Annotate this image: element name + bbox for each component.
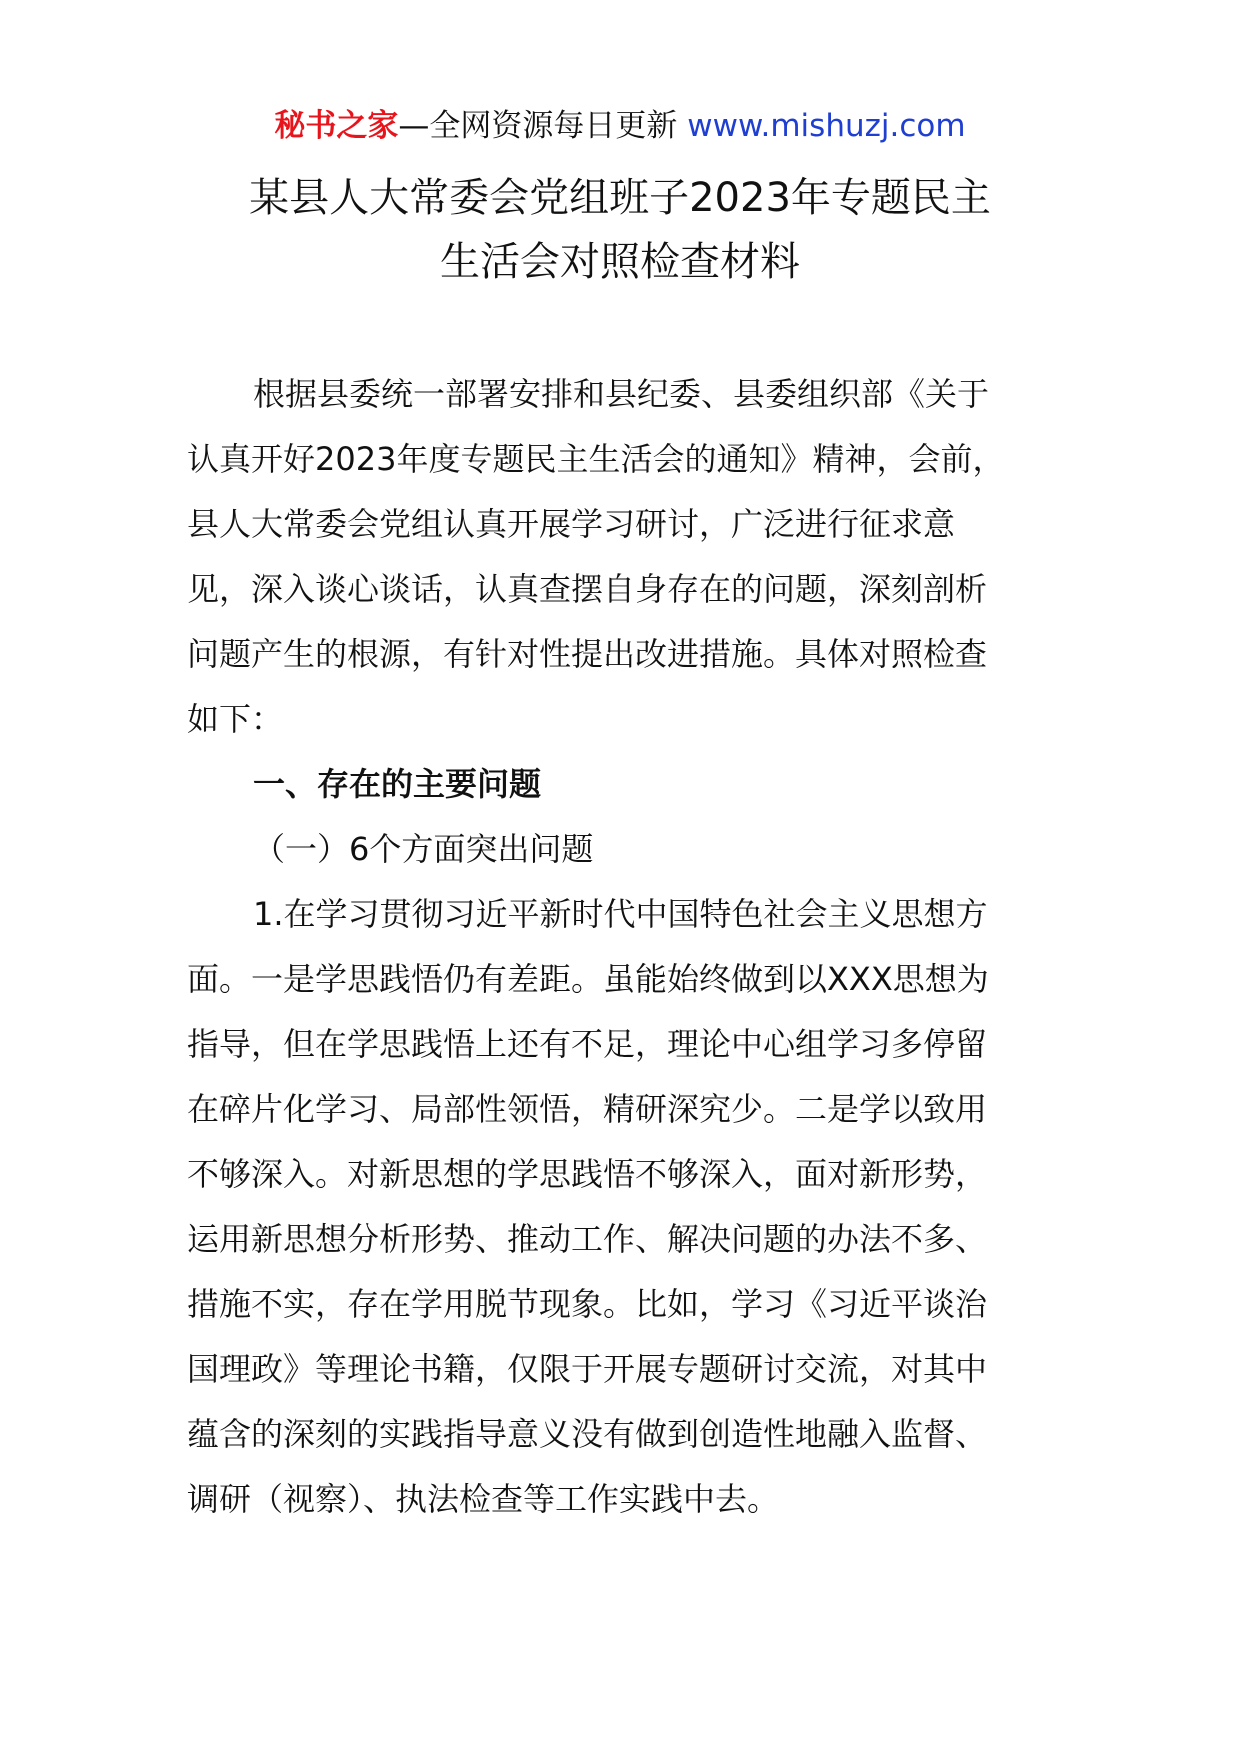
site-url-link[interactable]: www.mishuzj.com	[687, 108, 966, 144]
paragraph-line: 如下：	[187, 700, 284, 738]
paragraph-line: 认真开好2023年度专题民主生活会的通知》精神，会前，	[187, 440, 1005, 478]
paragraph-line: 措施不实，存在学用脱节现象。比如，学习《习近平谈治	[187, 1285, 988, 1323]
paragraph-line: 指导，但在学思践悟上还有不足，理论中心组学习多停留	[187, 1025, 988, 1063]
section-heading: 一、存在的主要问题	[253, 765, 542, 803]
document-title	[0, 166, 1240, 294]
paragraph-line: 面。一是学思践悟仍有差距。虽能始终做到以XXX思想为	[187, 960, 989, 998]
subsection-heading: （一）6个方面突出问题	[253, 830, 594, 868]
title-line-1: 某县人大常委会党组班子2023年专题民主	[249, 175, 991, 221]
paragraph-line: 1.在学习贯彻习近平新时代中国特色社会主义思想方	[253, 895, 988, 933]
paragraph-line: 见，深入谈心谈话，认真查摆自身存在的问题，深刻剖析	[187, 570, 988, 608]
paragraph-line: 不够深入。对新思想的学思践悟不够深入，面对新形势，	[187, 1155, 988, 1193]
paragraph-line: 蕴含的深刻的实践指导意义没有做到创造性地融入监督、	[187, 1415, 988, 1453]
paragraph-line: 在碎片化学习、局部性领悟，精研深究少。二是学以致用	[187, 1090, 988, 1128]
paragraph-line: 问题产生的根源，有针对性提出改进措施。具体对照检查	[187, 635, 988, 673]
paragraph-line: 调研（视察）、执法检查等工作实践中去。	[187, 1480, 780, 1518]
paragraph-line: 运用新思想分析形势、推动工作、解决问题的办法不多、	[187, 1220, 988, 1258]
site-header	[0, 104, 1240, 148]
paragraph-line: 根据县委统一部署安排和县纪委、县委组织部《关于	[253, 375, 990, 413]
title-line-2: 生活会对照检查材料	[440, 239, 800, 285]
site-tagline: —全网资源每日更新	[398, 108, 688, 144]
document-body	[187, 362, 1057, 1532]
site-brand: 秘书之家	[274, 108, 399, 144]
paragraph-line: 县人大常委会党组认真开展学习研讨，广泛进行征求意	[187, 505, 956, 543]
paragraph-line: 国理政》等理论书籍，仅限于开展专题研讨交流，对其中	[187, 1350, 988, 1388]
